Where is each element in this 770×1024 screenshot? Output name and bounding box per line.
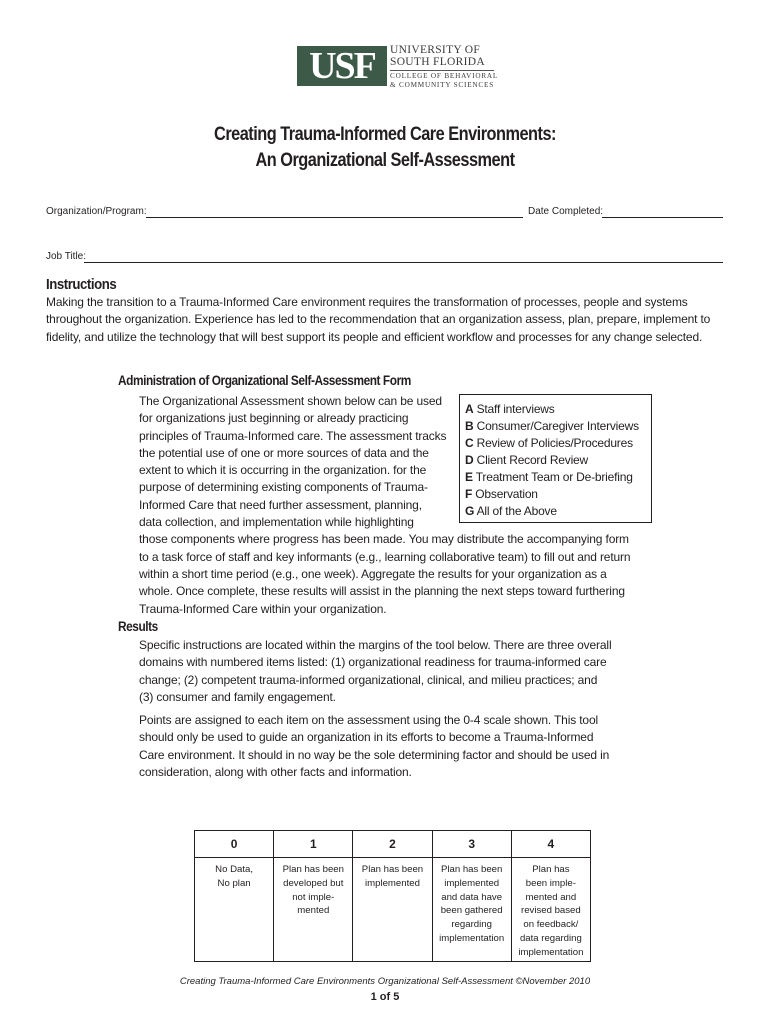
university-name bbox=[390, 44, 498, 89]
usf-logo-letters: USF bbox=[309, 45, 375, 87]
organization-field[interactable] bbox=[146, 217, 523, 218]
results-line: Points are assigned to each item on the assessment using the 0-4 scale shown. This tool bbox=[139, 713, 598, 727]
scale-description-row bbox=[195, 858, 591, 962]
page-title-line-1: Creating Trauma-Informed Care Environments: bbox=[214, 124, 556, 145]
instructions-body bbox=[46, 294, 710, 346]
instructions-line: fidelity, and utilize the technology that will best support its people and efficient workflow and processes for any change selected. bbox=[46, 329, 703, 344]
data-source-item: B Consumer/Caregiver Interviews bbox=[465, 419, 639, 433]
administration-line: the potential use of one or more sources of data and the bbox=[139, 445, 429, 460]
organization-label: Organization/Program: bbox=[46, 206, 147, 217]
results-paragraph-2 bbox=[139, 712, 609, 781]
data-source-item: A Staff interviews bbox=[465, 402, 555, 416]
data-source-item: E Treatment Team or De-briefing bbox=[465, 470, 633, 484]
university-line-1: UNIVERSITY OF bbox=[390, 44, 481, 56]
results-paragraph-1 bbox=[139, 637, 611, 706]
results-line: consideration, along with other facts and information. bbox=[139, 764, 412, 779]
scale-description: No Data, No plan bbox=[195, 858, 274, 962]
administration-line: Informed Care that need further assessment, planning, bbox=[139, 497, 422, 512]
date-completed-field[interactable] bbox=[602, 217, 723, 218]
administration-line: those components where progress has been made. You may distribute the accompanying form bbox=[139, 532, 629, 547]
results-line: (3) consumer and family engagement. bbox=[139, 689, 336, 704]
results-line: domains with numbered items listed: (1) organizational readiness for trauma-informed care bbox=[139, 655, 607, 670]
instructions-heading: Instructions bbox=[46, 276, 117, 293]
scale-header-row bbox=[195, 831, 591, 858]
results-line: should only be used to guide an organization in its efforts to become a Trauma-Informed bbox=[139, 730, 594, 745]
job-title-field[interactable] bbox=[84, 262, 723, 263]
data-sources-box bbox=[459, 394, 652, 523]
scale-score: 2 bbox=[353, 831, 432, 858]
college-line-1: COLLEGE OF BEHAVIORAL bbox=[390, 72, 499, 80]
administration-line: purpose of determining existing components of Trauma- bbox=[139, 480, 428, 495]
administration-line: for organizations just beginning or already practicing bbox=[139, 411, 409, 426]
instructions-line: throughout the organization. Experience has led to the recommendation that an organization assess, plan, prepare, implement to bbox=[46, 312, 711, 327]
date-completed-label: Date Completed: bbox=[528, 206, 604, 217]
scale-description: Plan has been implemented and data have been gathered regarding implementation bbox=[432, 858, 511, 962]
administration-line: whole. Once complete, these results will assist in the planning the next steps toward furthering bbox=[139, 584, 625, 599]
scale-description: Plan has been implemented bbox=[353, 858, 432, 962]
university-line-2: SOUTH FLORIDA bbox=[390, 56, 485, 68]
administration-line: The Organizational Assessment shown below can be used bbox=[139, 394, 442, 408]
scale-description: Plan has been imple- mented and revised based on feedback/ data regarding implementation bbox=[511, 858, 590, 962]
data-source-item: D Client Record Review bbox=[465, 453, 588, 467]
usf-logo bbox=[297, 46, 387, 86]
administration-line: data collection, and implementation while highlighting bbox=[139, 515, 414, 530]
job-title-label: Job Title: bbox=[46, 251, 87, 262]
scoring-scale-table bbox=[194, 830, 591, 962]
results-line: Care environment. It should in no way be the sole determining factor and should be used in bbox=[139, 747, 610, 762]
administration-line: to a task force of staff and key informants (e.g., learning collaborative team) to fill out and return bbox=[139, 549, 631, 564]
administration-line: within a short time period (e.g., one week). Aggregate the results for your organization as a bbox=[139, 566, 607, 581]
administration-line: extent to which it is occurring in the organization. for the bbox=[139, 463, 427, 478]
college-line-2: & COMMUNITY SCIENCES bbox=[390, 81, 494, 89]
page-title-line-2: An Organizational Self-Assessment bbox=[255, 150, 515, 171]
results-heading: Results bbox=[118, 619, 158, 634]
data-source-item: G All of the Above bbox=[465, 504, 557, 518]
administration-line: principles of Trauma-Informed care. The assessment tracks bbox=[139, 428, 447, 443]
scale-score: 0 bbox=[195, 831, 274, 858]
administration-line: Trauma-Informed Care within your organization. bbox=[139, 601, 387, 616]
footer-citation: Creating Trauma-Informed Care Environments Organizational Self-Assessment ©November 2010 bbox=[179, 976, 591, 987]
logo-divider bbox=[390, 70, 494, 71]
instructions-line: Making the transition to a Trauma-Informed Care environment requires the transformation of processes, people and systems bbox=[46, 295, 688, 309]
scale-description: Plan has been developed but not imple- mented bbox=[274, 858, 353, 962]
scale-score: 4 bbox=[511, 831, 590, 858]
page-number: 1 of 5 bbox=[370, 991, 400, 1003]
results-line: Specific instructions are located within the margins of the tool below. There are three overall bbox=[139, 638, 612, 652]
data-source-item: C Review of Policies/Procedures bbox=[465, 436, 633, 450]
scale-score: 3 bbox=[432, 831, 511, 858]
administration-heading: Administration of Organizational Self-Assessment Form bbox=[118, 373, 411, 388]
results-line: change; (2) competent trauma-informed organizational, clinical, and milieu practices; and bbox=[139, 672, 598, 687]
data-source-item: F Observation bbox=[465, 487, 538, 501]
scale-score: 1 bbox=[274, 831, 353, 858]
